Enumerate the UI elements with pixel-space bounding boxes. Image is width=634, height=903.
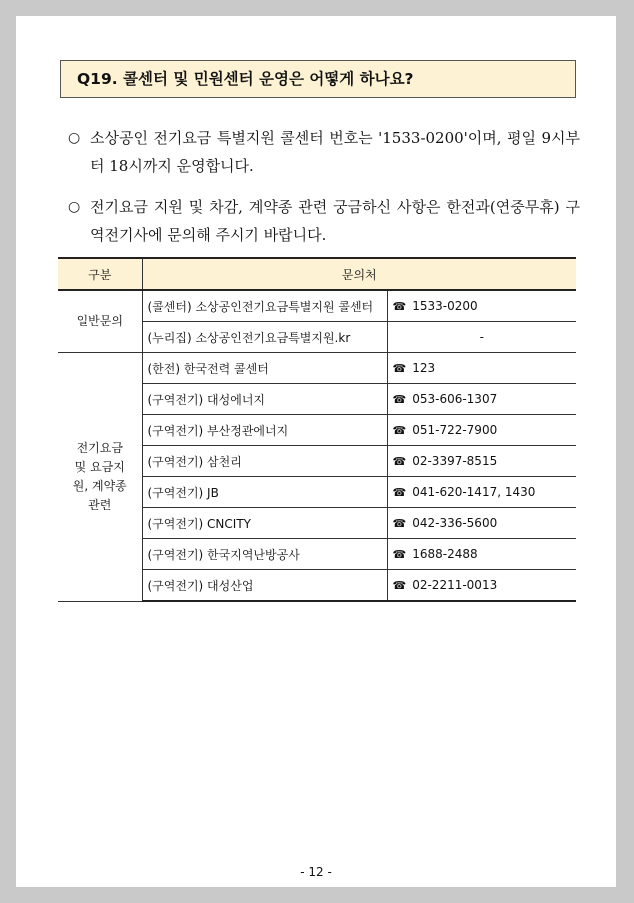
phone-cell xyxy=(387,477,576,508)
phone-cell xyxy=(387,539,576,570)
page-number: - 12 - xyxy=(300,865,332,879)
phone-cell xyxy=(387,353,576,384)
phone-icon: ☎ xyxy=(392,486,407,499)
organization-cell: (누리집) 소상공인전기요금특별지원.kr xyxy=(142,322,387,353)
bullet-icon: ○ xyxy=(68,130,81,146)
phone-number: 1533-0200 xyxy=(412,299,478,313)
header-contact: 문의처 xyxy=(142,258,576,290)
organization-cell: (구역전기) CNCITY xyxy=(142,508,387,539)
organization-cell: (구역전기) 대성에너지 xyxy=(142,384,387,415)
organization-cell: (한전) 한국전력 콜센터 xyxy=(142,353,387,384)
phone-cell xyxy=(387,508,576,539)
phone-number: 1688-2488 xyxy=(412,547,478,561)
phone-cell xyxy=(387,415,576,446)
organization-cell: (콜센터) 소상공인전기요금특별지원 콜센터 xyxy=(142,290,387,322)
phone-cell: - xyxy=(387,322,576,353)
phone-cell xyxy=(387,384,576,415)
organization-cell: (구역전기) 삼천리 xyxy=(142,446,387,477)
phone-number: 123 xyxy=(412,361,436,375)
table-row xyxy=(58,353,576,384)
organization-cell: (구역전기) 한국지역난방공사 xyxy=(142,539,387,570)
phone-cell xyxy=(387,570,576,602)
phone-number: 051-722-7900 xyxy=(412,423,498,437)
organization-cell: (구역전기) 부산정관에너지 xyxy=(142,415,387,446)
contact-table xyxy=(58,257,576,602)
phone-icon: ☎ xyxy=(392,424,407,437)
phone-number: 041-620-1417, 1430 xyxy=(412,485,536,499)
phone-icon: ☎ xyxy=(392,393,407,406)
paragraph-text: 전기요금 지원 및 차감, 계약종 관련 궁금하신 사항은 한전과(연중무휴) 구역전기사에 문의해 주시기 바랍니다. xyxy=(90,198,580,244)
phone-icon: ☎ xyxy=(392,455,407,468)
phone-number: 042-336-5600 xyxy=(412,516,498,530)
organization-cell: (구역전기) JB xyxy=(142,477,387,508)
paragraph-inquiry xyxy=(68,193,580,249)
phone-icon: ☎ xyxy=(392,579,407,592)
bullet-icon: ○ xyxy=(68,199,81,215)
phone-number: 02-3397-8515 xyxy=(412,454,498,468)
question-heading: Q19. 콜센터 및 민원센터 운영은 어떻게 하나요? xyxy=(60,60,576,98)
organization-cell: (구역전기) 대성산업 xyxy=(142,570,387,602)
paragraph-callcenter xyxy=(68,124,580,180)
document-page xyxy=(16,16,616,887)
category-cell: 전기요금 및 요금지원, 계약종 관련 xyxy=(58,353,142,602)
category-cell: 일반문의 xyxy=(58,290,142,353)
table-header-row xyxy=(58,258,576,290)
phone-icon: ☎ xyxy=(392,517,407,530)
header-category: 구분 xyxy=(58,258,142,290)
phone-icon: ☎ xyxy=(392,300,407,313)
phone-cell xyxy=(387,446,576,477)
table-row xyxy=(58,290,576,322)
phone-icon: ☎ xyxy=(392,362,407,375)
phone-cell xyxy=(387,290,576,322)
phone-number: 053-606-1307 xyxy=(412,392,498,406)
paragraph-text: 소상공인 전기요금 특별지원 콜센터 번호는 '1533-0200'이며, 평일 9시부터 18시까지 운영합니다. xyxy=(90,129,580,175)
phone-number: 02-2211-0013 xyxy=(412,578,498,592)
phone-icon: ☎ xyxy=(392,548,407,561)
